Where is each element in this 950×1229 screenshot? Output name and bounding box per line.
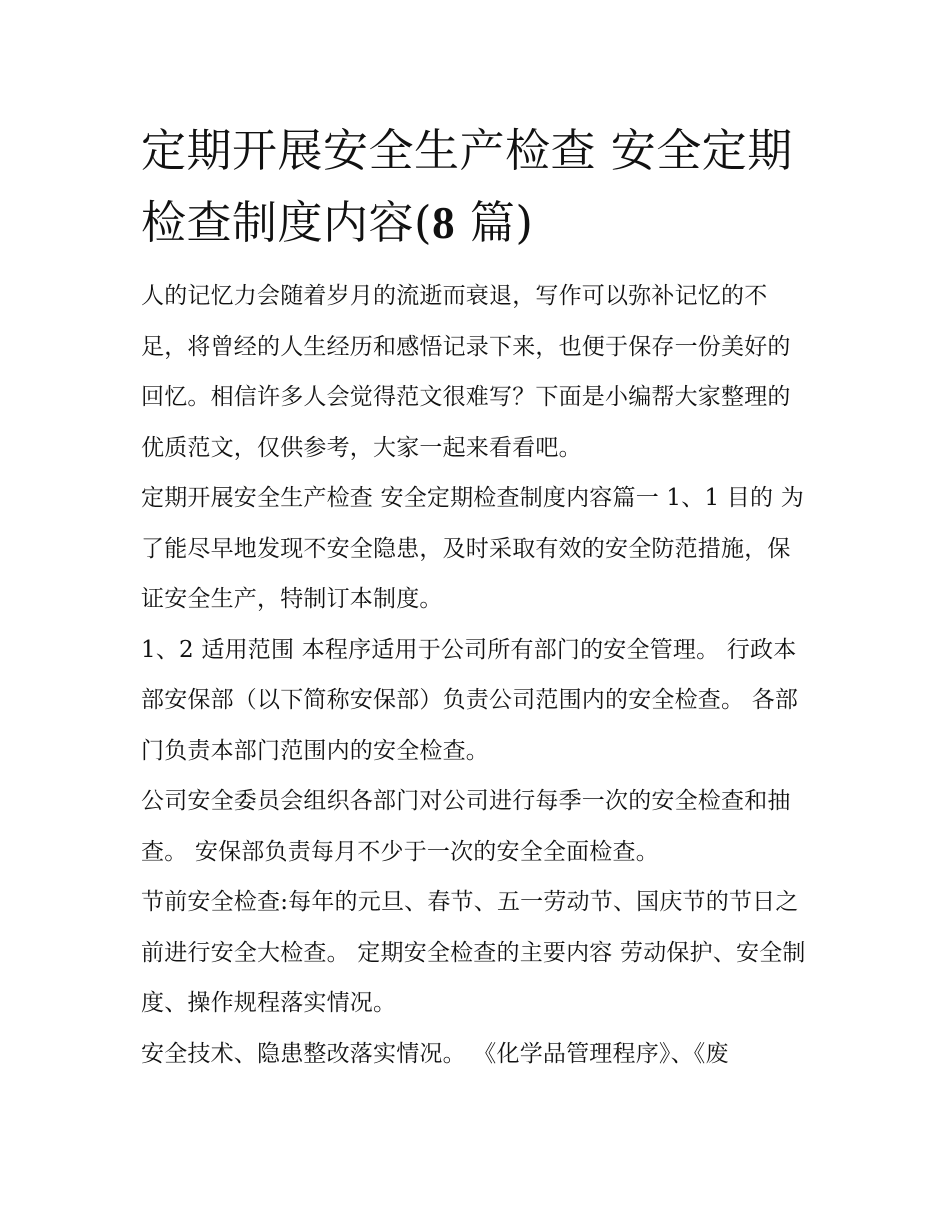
paragraph-holiday-inspection: 节前安全检查:每年的元旦、春节、五一劳动节、国庆节的节日之前进行安全大检查。 定期安全检查的主要内容 劳动保护、安全制度、操作规程落实情况。 (141, 889, 806, 1016)
paragraph-scope: 1、2 适用范围 本程序适用于公司所有部门的安全管理。 行政本部安保部（以下简称安保部）负责公司范围内的安全检查。 各部门负责本部门范围内的安全检查。 (141, 636, 799, 764)
intro-paragraph: 人的记忆力会随着岁月的流逝而衰退，写作可以弥补记忆的不足，将曾经的人生经历和感悟记录下来，也便于保存一份美好的回忆。相信许多人会觉得范文很难写？下面是小编帮大家整理的优质范文，仅供参考，大家一起来看看吧。 (141, 283, 791, 461)
paragraph-safety-technology: 安全技术、隐患整改落实情况。 《化学品管理程序》、《废 (141, 1040, 729, 1067)
document-body (141, 115, 813, 1079)
title-text-end: 篇) (455, 196, 534, 249)
title-count: 8 (432, 198, 456, 248)
paragraph-committee-inspection: 公司安全委员会组织各部门对公司进行每季一次的安全检查和抽查。 安保部负责每月不少于一次的安全全面检查。 (141, 788, 791, 865)
title-text-start: 定期开展安全生产检查 安全定期检查制度内容( (141, 124, 793, 249)
paragraph-purpose: 定期开展安全生产检查 安全定期检查制度内容篇一 1、1 目的 为了能尽早地发现不安全隐患，及时采取有效的安全防范措施，保证安全生产，特制订本制度。 (141, 485, 804, 612)
document-title (141, 115, 813, 259)
